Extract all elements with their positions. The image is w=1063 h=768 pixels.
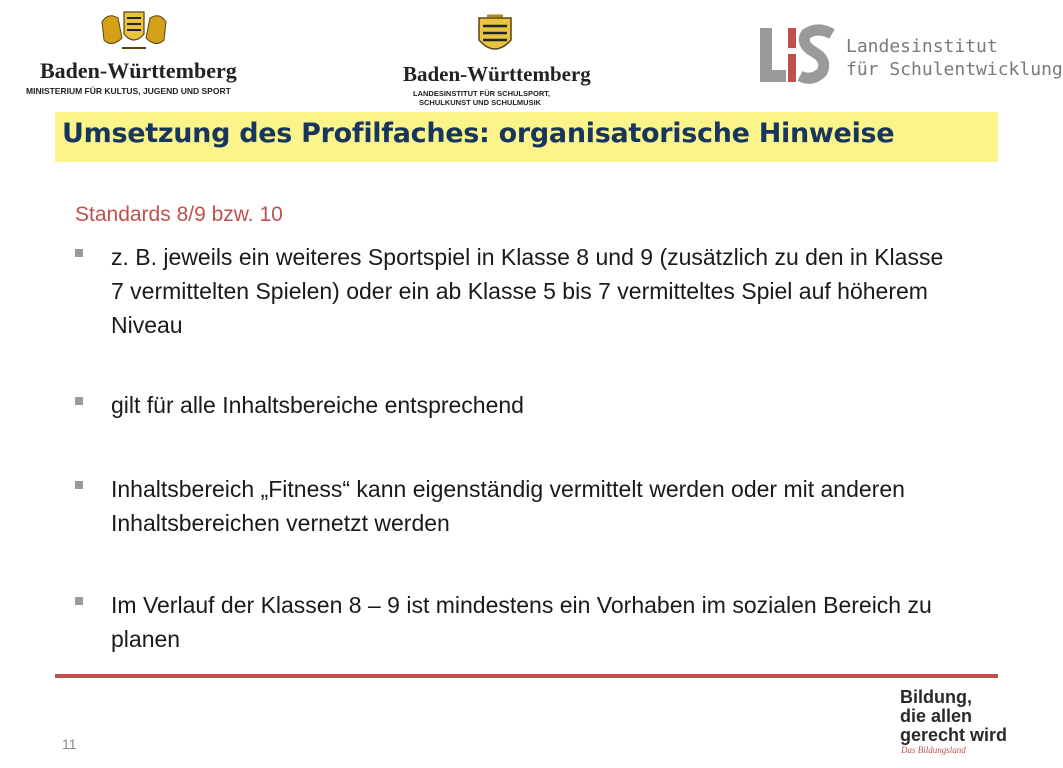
page-number: 11 [62,736,77,752]
logo-center-name: Baden-Württemberg [403,62,591,86]
logo-left-subtitle: MINISTERIUM FÜR KULTUS, JUGEND UND SPORT [26,86,231,96]
list-item-text: gilt für alle Inhaltsbereiche entsprechend [111,392,524,418]
list-item-text: Im Verlauf der Klassen 8 – 9 ist mindestens ein Vorhaben im sozialen Bereich zu planen [111,592,932,652]
slogan-line-3: gerecht wird [900,725,1008,745]
logo-right-line1: Landesinstitut [846,36,998,57]
list-item-text: Inhaltsbereich „Fitness“ kann eigenständig vermittelt werden oder mit anderen Inhaltsbereichen vernetzt werden [111,476,905,536]
page-title: Umsetzung des Profilfaches: organisatorische Hinweise [62,118,895,149]
logo-left-name: Baden-Württemberg [40,58,237,83]
square-bullet-icon [75,597,83,605]
coat-of-arms-icon [94,8,174,54]
logo-center-subtitle-1: LANDESINSTITUT FÜR SCHULSPORT, [413,89,551,98]
slogan-line-1: Bildung, [900,687,972,707]
square-bullet-icon [75,249,83,257]
logo-landesinstitut-schulentwicklung [758,24,1063,96]
logo-ministerium [22,8,252,100]
coat-of-arms-icon [473,14,517,58]
subheading: Standards 8/9 bzw. 10 [75,203,283,226]
lis-logo-icon [758,24,838,86]
slogan-tagline: Das Bildungsland [901,745,966,755]
logo-center-subtitle-2: SCHULKUNST UND SCHULMUSIK [419,98,542,107]
logo-landesinstitut-schulsport [395,12,595,110]
square-bullet-icon [75,397,83,405]
square-bullet-icon [75,481,83,489]
logo-right-line2: für Schulentwicklung [846,59,1063,80]
slogan-line-2: die allen [900,706,973,726]
footer-divider [55,674,998,678]
slogan [900,688,1010,745]
list-item-text: z. B. jeweils ein weiteres Sportspiel in Klasse 8 und 9 (zusätzlich zu den in Klasse 7 vermittelten Spielen) oder ein ab Klasse 5 bis 7 vermitteltes Spiel auf höherem Niveau [111,244,944,338]
